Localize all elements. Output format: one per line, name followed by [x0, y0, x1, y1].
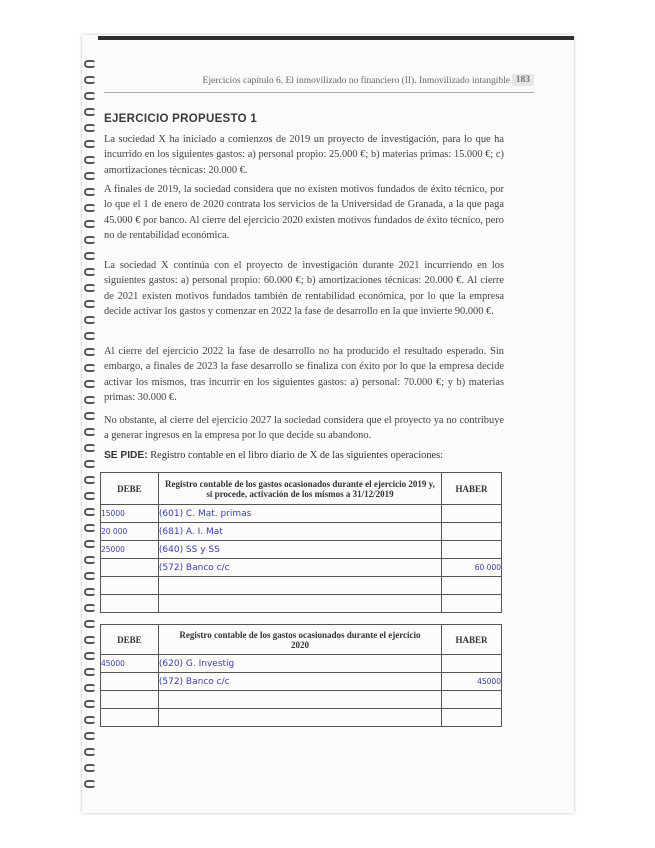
concept-cell[interactable]: (601) C. Mat. primas [158, 505, 441, 523]
haber-header: HABER [442, 473, 502, 505]
spiral-ring [84, 732, 96, 740]
debe-cell[interactable] [101, 709, 159, 727]
spiral-ring [84, 284, 96, 292]
spiral-ring [84, 620, 96, 628]
spiral-ring [84, 348, 96, 356]
table-row [101, 577, 502, 595]
spiral-ring [84, 556, 96, 564]
spiral-ring [84, 140, 96, 148]
table-row [101, 673, 502, 691]
spiral-ring [84, 188, 96, 196]
paragraph-3: La sociedad X continúa con el proyecto de investigación durante 2021 incurriendo en los siguientes gastos: a) personal propio: 60.000 €; b) amortizaciones técnicas: 20.000 €. Al cierre de 2021 existen motivos fundados también de rentabilidad económica, por lo que la empresa decide activar los gastos y comenzar en 2022 la fase de desarrollo en la que invierte 90.000 €. [104, 260, 504, 318]
spiral-ring [84, 428, 96, 436]
concept-cell[interactable]: (640) SS y SS [158, 541, 441, 559]
concept-cell[interactable]: (572) Banco c/c [158, 673, 441, 691]
paragraph-2: A finales de 2019, la sociedad considera que no existen motivos fundados de éxito técnico, por lo que el 1 de enero de 2020 contrata los servicios de la Universidad de Granada, a la que paga 45.000 € por banco. Al cierre del ejercicio 2020 existen motivos fundados de éxito técnico, pero no de rentabilidad económica. [104, 184, 504, 242]
table-row [101, 691, 502, 709]
spiral-ring [84, 604, 96, 612]
table-title: Registro contable de los gastos ocasionados durante el ejercicio 2020 [158, 625, 441, 655]
haber-cell[interactable] [442, 505, 502, 523]
debe-cell[interactable]: 15000 [101, 505, 159, 523]
debe-cell[interactable]: 25000 [101, 541, 159, 559]
spiral-ring [84, 764, 96, 772]
spiral-ring [84, 668, 96, 676]
table-row [101, 655, 502, 673]
spiral-ring [84, 508, 96, 516]
se-pide-text: Registro contable en el libro diario de X de las siguientes operaciones: [147, 450, 444, 461]
spiral-ring [84, 252, 96, 260]
spiral-ring [84, 92, 96, 100]
spiral-ring [84, 684, 96, 692]
concept-cell[interactable] [158, 691, 441, 709]
spiral-ring [84, 108, 96, 116]
page-number: 183 [512, 74, 534, 86]
spiral-ring [84, 540, 96, 548]
spiral-ring [84, 524, 96, 532]
concept-cell[interactable] [158, 709, 441, 727]
debe-cell[interactable]: 20 000 [101, 523, 159, 541]
haber-cell[interactable] [442, 595, 502, 613]
spiral-ring [84, 780, 96, 788]
concept-cell[interactable]: (681) A. I. Mat [158, 523, 441, 541]
table-row [101, 523, 502, 541]
journal-table-2019 [100, 472, 502, 613]
spiral-ring [84, 460, 96, 468]
spiral-ring [84, 476, 96, 484]
spiral-ring [84, 236, 96, 244]
spiral-ring [84, 396, 96, 404]
debe-cell[interactable] [101, 691, 159, 709]
haber-cell[interactable] [442, 655, 502, 673]
concept-cell[interactable]: (572) Banco c/c [158, 559, 441, 577]
paragraph-4: Al cierre del ejercicio 2022 la fase de desarrollo no ha producido el resultado esperado. Sin embargo, a finales de 2023 la fase desarrollo se finaliza con éxito por lo que la empresa decide activar los mismos, tras incurrir en los siguientes gastos: a) personal: 70.000 €; y b) materias primas: 30.000 €. [104, 346, 504, 404]
spiral-ring [84, 572, 96, 580]
spiral-ring [84, 332, 96, 340]
spiral-ring [84, 60, 96, 68]
spiral-ring [84, 380, 96, 388]
haber-cell[interactable] [442, 577, 502, 595]
table-row [101, 541, 502, 559]
haber-cell[interactable]: 45000 [442, 673, 502, 691]
header-text: Ejercicios capítulo 6. El inmovilizado no financiero (II). Inmovilizado intangible [202, 76, 510, 86]
haber-cell[interactable]: 60 000 [442, 559, 502, 577]
haber-cell[interactable] [442, 709, 502, 727]
haber-cell[interactable] [442, 691, 502, 709]
spiral-ring [84, 492, 96, 500]
spiral-ring [84, 636, 96, 644]
concept-cell[interactable]: (620) G. Investig [158, 655, 441, 673]
table-row [101, 559, 502, 577]
debe-cell[interactable] [101, 595, 159, 613]
debe-cell[interactable]: 45000 [101, 655, 159, 673]
concept-cell[interactable] [158, 577, 441, 595]
spiral-ring [84, 220, 96, 228]
spiral-ring [84, 444, 96, 452]
spiral-ring [84, 716, 96, 724]
haber-header: HABER [442, 625, 502, 655]
spiral-ring [84, 124, 96, 132]
page-top-edge [98, 36, 574, 40]
spiral-ring [84, 76, 96, 84]
paragraph-5: No obstante, al cierre del ejercicio 2027 la sociedad considera que el proyecto ya no contribuye a generar ingresos en la empresa por lo que decide su abandono. [104, 415, 504, 442]
spiral-ring [84, 172, 96, 180]
paragraph-1: La sociedad X ha iniciado a comienzos de 2019 un proyecto de investigación, para lo que ha incurrido en los siguientes gastos: a) personal propio: 25.000 €; b) materias primas: 15.000 €; c) amortizaciones técnicas: 20.000 €. [104, 134, 504, 176]
spiral-binding [84, 60, 98, 800]
journal-table-2020 [100, 624, 502, 727]
concept-cell[interactable] [158, 595, 441, 613]
spiral-ring [84, 364, 96, 372]
debe-header: DEBE [101, 473, 159, 505]
table-row [101, 709, 502, 727]
spiral-ring [84, 412, 96, 420]
debe-cell[interactable] [101, 559, 159, 577]
haber-cell[interactable] [442, 523, 502, 541]
spiral-ring [84, 588, 96, 596]
spiral-ring [84, 300, 96, 308]
debe-cell[interactable] [101, 577, 159, 595]
table-row [101, 595, 502, 613]
spiral-ring [84, 748, 96, 756]
se-pide [104, 450, 443, 461]
haber-cell[interactable] [442, 541, 502, 559]
running-header [104, 74, 534, 93]
spiral-ring [84, 652, 96, 660]
table-row [101, 505, 502, 523]
debe-cell[interactable] [101, 673, 159, 691]
spiral-ring [84, 700, 96, 708]
se-pide-label: SE PIDE: [104, 450, 148, 461]
spiral-ring [84, 204, 96, 212]
spiral-ring [84, 316, 96, 324]
debe-header: DEBE [101, 625, 159, 655]
exercise-title: EJERCICIO PROPUESTO 1 [104, 113, 258, 125]
spiral-ring [84, 156, 96, 164]
table-title: Registro contable de los gastos ocasionados durante el ejercicio 2019 y, si procede, activación de los mismos a 31/12/2019 [158, 473, 441, 505]
spiral-ring [84, 268, 96, 276]
